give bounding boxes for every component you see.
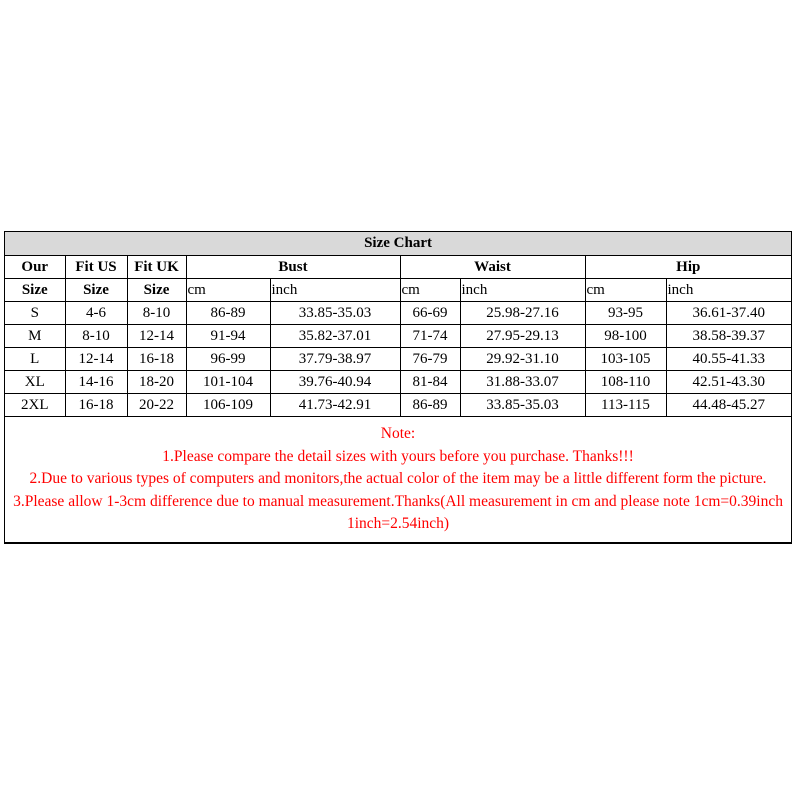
fit-us-cell: 8-10 [65,325,127,348]
fit-uk-cell: 12-14 [127,325,186,348]
waist-cm-cell: 76-79 [400,348,460,371]
fit-uk-header-line1: Fit UK [127,256,186,279]
our-size-cell: S [5,302,65,325]
fit-us-cell: 14-16 [65,371,127,394]
fit-uk-header-line2: Size [127,279,186,302]
bust-inch-cell: 37.79-38.97 [270,348,400,371]
bust-inch-unit: inch [270,279,400,302]
size-chart [4,231,792,544]
hip-cm-cell: 108-110 [585,371,666,394]
fit-uk-cell: 18-20 [127,371,186,394]
our-size-cell: L [5,348,65,371]
fit-uk-cell: 8-10 [127,302,186,325]
our-size-cell: 2XL [5,394,65,417]
waist-inch-cell: 29.92-31.10 [460,348,585,371]
chart-title: Size Chart [5,232,791,256]
bust-inch-cell: 35.82-37.01 [270,325,400,348]
bust-header: Bust [186,256,400,279]
hip-inch-cell: 36.61-37.40 [666,302,791,325]
waist-cm-cell: 66-69 [400,302,460,325]
size-chart-table [5,232,791,543]
hip-inch-cell: 38.58-39.37 [666,325,791,348]
our-size-cell: XL [5,371,65,394]
fit-uk-cell: 20-22 [127,394,186,417]
waist-cm-cell: 86-89 [400,394,460,417]
bust-cm-cell: 106-109 [186,394,270,417]
notes-section [5,417,791,543]
hip-cm-cell: 113-115 [585,394,666,417]
notes-heading: Note: [380,425,416,442]
hip-inch-cell: 44.48-45.27 [666,394,791,417]
hip-inch-unit: inch [666,279,791,302]
fit-us-cell: 16-18 [65,394,127,417]
fit-us-cell: 4-6 [65,302,127,325]
bust-cm-cell: 86-89 [186,302,270,325]
hip-cm-unit: cm [585,279,666,302]
waist-inch-cell: 27.95-29.13 [460,325,585,348]
table-row [5,302,791,325]
note-line-3: 3.Please allow 1-3cm difference due to manual measurement.Thanks(All measurement in cm and please note 1cm=0.39inch 1inch=2.54inch) [13,492,783,532]
table-row [5,325,791,348]
waist-cm-unit: cm [400,279,460,302]
note-line-1: 1.Please compare the detail sizes with yours before you purchase. Thanks!!! [162,447,634,465]
fit-us-cell: 12-14 [65,348,127,371]
waist-inch-cell: 25.98-27.16 [460,302,585,325]
bust-cm-cell: 96-99 [186,348,270,371]
hip-cm-cell: 103-105 [585,348,666,371]
hip-inch-cell: 42.51-43.30 [666,371,791,394]
hip-inch-cell: 40.55-41.33 [666,348,791,371]
waist-cm-cell: 81-84 [400,371,460,394]
table-row [5,371,791,394]
our-size-header-line2: Size [5,279,65,302]
bust-inch-cell: 33.85-35.03 [270,302,400,325]
waist-inch-cell: 31.88-33.07 [460,371,585,394]
waist-cm-cell: 71-74 [400,325,460,348]
hip-cm-cell: 93-95 [585,302,666,325]
bust-inch-cell: 41.73-42.91 [270,394,400,417]
note-line-2: 2.Due to various types of computers and monitors,the actual color of the item may be a little different form the picture. [29,470,767,487]
fit-us-header-line1: Fit US [65,256,127,279]
fit-us-header-line2: Size [65,279,127,302]
bust-cm-cell: 91-94 [186,325,270,348]
bust-cm-unit: cm [186,279,270,302]
hip-header: Hip [585,256,791,279]
bust-cm-cell: 101-104 [186,371,270,394]
hip-cm-cell: 98-100 [585,325,666,348]
fit-uk-cell: 16-18 [127,348,186,371]
bust-inch-cell: 39.76-40.94 [270,371,400,394]
waist-inch-unit: inch [460,279,585,302]
our-size-cell: M [5,325,65,348]
table-row [5,394,791,417]
waist-header: Waist [400,256,585,279]
table-row [5,348,791,371]
our-size-header-line1: Our [5,256,65,279]
waist-inch-cell: 33.85-35.03 [460,394,585,417]
